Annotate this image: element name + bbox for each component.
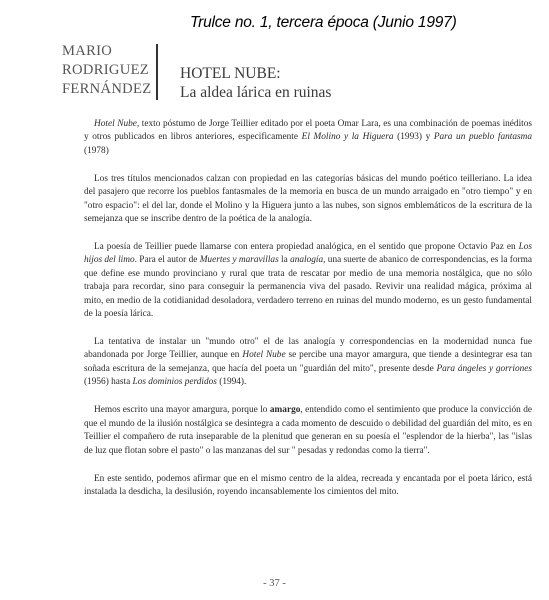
author-line: FERNÁNDEZ [62, 81, 152, 97]
body-paragraph [84, 118, 532, 158]
italic-title: Hotel Nube [94, 119, 137, 129]
italic-title: Muertes y maravillas [199, 255, 279, 266]
divider [156, 44, 158, 100]
paragraph-text: La tentativa de instalar un "mundo otro" el de las analogía y correspondencias en la modernidad nunca fue abandonada por Jorge Teillier, aunque en [84, 337, 532, 361]
paragraph-text: (1956) hasta [84, 377, 133, 388]
paragraph-text: , texto póstumo de Jorge Teillier editado por el poeta Omar Lara, es una combinación de poemas inéditos y otros publicados en libros anteriores, especificamente [84, 119, 533, 143]
article-subtitle: La aldea lárica en ruinas [180, 84, 332, 101]
paragraph-text: Los tres títulos mencionados calzan con propiedad en las categorías básicas del mundo poético teilleriano. La idea del pasajero que recorre los pueblos fantasmales de la memoria en busca de un mundo arraigado en "otro tiempo" y en "otro espacio": el del lar, donde el Molino y la Higuera junto a las nubes, son signos emblemáticos de la escritura de la semejanza que se inscribe dentro de la poética de la analogía. [84, 173, 532, 225]
paragraph-text: . Para el autor de [134, 255, 200, 266]
paragraph-text: (1994). [216, 377, 247, 388]
page-number: - 37 - [263, 578, 286, 589]
bold-text: amargo [269, 405, 301, 416]
paragraph-text: (1993) y [393, 132, 434, 143]
paragraph-text: la [278, 255, 291, 266]
italic-title: Hotel Nube [242, 350, 286, 361]
paragraph-text: En este sentido, podemos afirmar que en el mismo centro de la aldea, recreada y encantada por el poeta lárico, está instalada la desdicha, la desilusión, royendo incansablemente los cimientos del mito. [84, 473, 532, 497]
article-body [84, 118, 532, 514]
italic-title: analogía [290, 255, 324, 266]
paragraph-text: La poesía de Teillier puede llamarse con entera propiedad analógica, en el sentido que propone Octavio Paz en [94, 242, 519, 253]
paragraph-text: se percibe una mayor amargura, que tiende a desintegrar esa tan soñada escritura de la semejanza, que hacía del poeta un "guardián del mito", presente desde [84, 350, 533, 374]
journal-header: Trulce no. 1, tercera época (Junio 1997) [190, 14, 457, 31]
body-paragraph [84, 336, 532, 390]
body-paragraph [84, 404, 532, 458]
body-paragraph [84, 473, 532, 500]
paragraph-text: (1978) [84, 145, 109, 156]
italic-title: Los dominios perdidos [132, 377, 217, 388]
author-line: RODRIGUEZ [62, 62, 150, 78]
paragraph-text: , entendido como el sentimiento que produce la convicción de que el mundo de la ilusión nostálgica se desintegra a cada momento de descuido o debilidad del guardián del mito, es en Teillier el compañero de ruta inseparable de la plenitud que generan en su poesía el "esplendor de la hierba", las "islas de luz que flotan sobre el pasto" o las manzanas del sur " pesadas y redondas como la tierra". [84, 405, 532, 456]
body-paragraph [84, 173, 532, 227]
paragraph-text: Hemos escrito una mayor amargura, porque lo [94, 405, 270, 416]
italic-title: Los hijos del limo [84, 242, 532, 266]
author-line: MARIO [62, 43, 113, 59]
italic-title: Para ángeles y gorriones [436, 363, 533, 374]
paragraph-text: , una suerte de abanico de correspondencias, es la forma que define ese mundo provinciano y rural que trata de rescatar por medio de una memoria nostálgica, que no sólo trabaja para recordar, sino para conseguir la permanencia viva del pasado. Revivir una realidad mágica, próxima al mito, en medio de la cotidianidad desoladora, verdadero terreno en ruinas del mundo moderno, es un gesto fundamental de la poesía lárica. [84, 255, 532, 320]
article-title-block [180, 64, 520, 102]
italic-title: El Molino y la Higuera [301, 132, 394, 143]
body-paragraph [84, 241, 532, 321]
italic-title: Para un pueblo fantasma [433, 132, 532, 143]
article-title: HOTEL NUBE: [180, 65, 281, 82]
author-name [62, 42, 182, 99]
